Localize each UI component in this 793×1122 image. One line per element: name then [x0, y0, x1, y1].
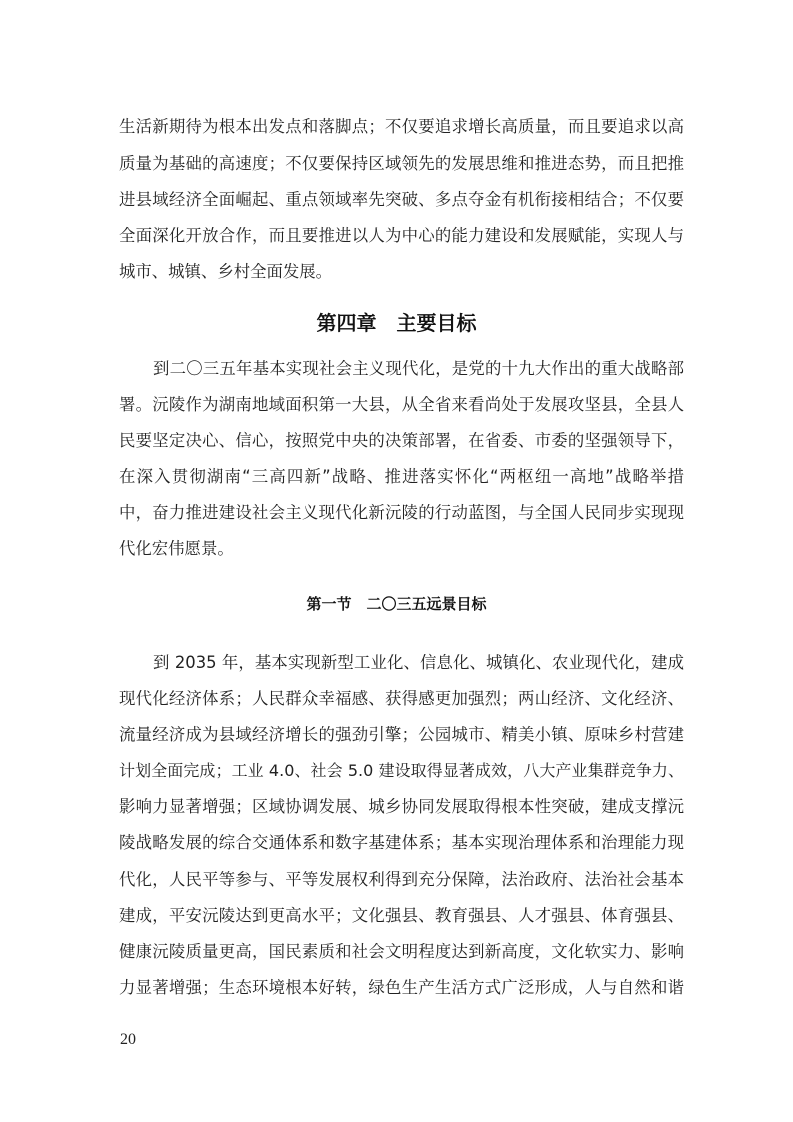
- paragraph-line: 代化，人民平等参与、平等发展权利得到充分保障，法治政府、法治社会基本: [119, 870, 684, 889]
- paragraph-line: 影响力显著增强；区域协调发展、城乡协同发展取得根本性突破，建成支撑沅: [119, 797, 684, 816]
- paragraph-line: 全面深化开放合作，而且要推进以人为中心的能力建设和发展赋能，实现人与: [119, 226, 684, 245]
- chapter-heading: 第四章 主要目标: [316, 311, 477, 335]
- paragraph-line: 中，奋力推进建设社会主义现代化新沅陵的行动蓝图，与全国人民同步实现现: [119, 503, 684, 522]
- paragraph-line: 到 2035 年，基本实现新型工业化、信息化、城镇化、农业现代化，建成: [153, 653, 684, 672]
- paragraph-line: 代化宏伟愿景。: [119, 539, 234, 558]
- paragraph-line: 现代化经济体系；人民群众幸福感、获得感更加强烈；两山经济、文化经济、: [119, 689, 684, 708]
- paragraph-line: 建成，平安沅陵达到更高水平；文化强县、教育强县、人才强县、体育强县、: [119, 906, 684, 925]
- paragraph-line: 到二〇三五年基本实现社会主义现代化，是党的十九大作出的重大战略部: [153, 359, 684, 378]
- page-number: 20: [120, 1031, 136, 1048]
- paragraph-line: 健康沅陵质量更高，国民素质和社会文明程度达到新高度，文化软实力、影响: [119, 942, 684, 961]
- paragraph-line: 生活新期待为根本出发点和落脚点；不仅要追求增长高质量，而且要追求以高: [119, 117, 684, 136]
- section-heading: 第一节 二〇三五远景目标: [306, 595, 487, 613]
- paragraph-line: 在深入贯彻湖南“三高四新”战略、推进落实怀化“两枢纽一高地”战略举措: [119, 467, 684, 486]
- paragraph-line: 计划全面完成；工业 4.0、社会 5.0 建设取得显著成效，八大产业集群竞争力、: [119, 761, 684, 780]
- paragraph-line: 城市、城镇、乡村全面发展。: [119, 262, 333, 281]
- paragraph-line: 流量经济成为县域经济增长的强劲引擎；公园城市、精美小镇、原味乡村营建: [119, 725, 684, 744]
- paragraph-line: 陵战略发展的综合交通体系和数字基建体系；基本实现治理体系和治理能力现: [119, 833, 684, 852]
- paragraph-line: 民要坚定决心、信心，按照党中央的决策部署，在省委、市委的坚强领导下，: [119, 431, 684, 450]
- paragraph-line: 署。沅陵作为湖南地域面积第一大县，从全省来看尚处于发展攻坚县，全县人: [119, 395, 684, 414]
- paragraph-line: 力显著增强；生态环境根本好转，绿色生产生活方式广泛形成，人与自然和谐: [119, 978, 684, 997]
- paragraph-line: 进县域经济全面崛起、重点领域率先突破、多点夺金有机衔接相结合；不仅要: [119, 190, 684, 209]
- paragraph-line: 质量为基础的高速度；不仅要保持区域领先的发展思维和推进态势，而且把推: [119, 154, 684, 173]
